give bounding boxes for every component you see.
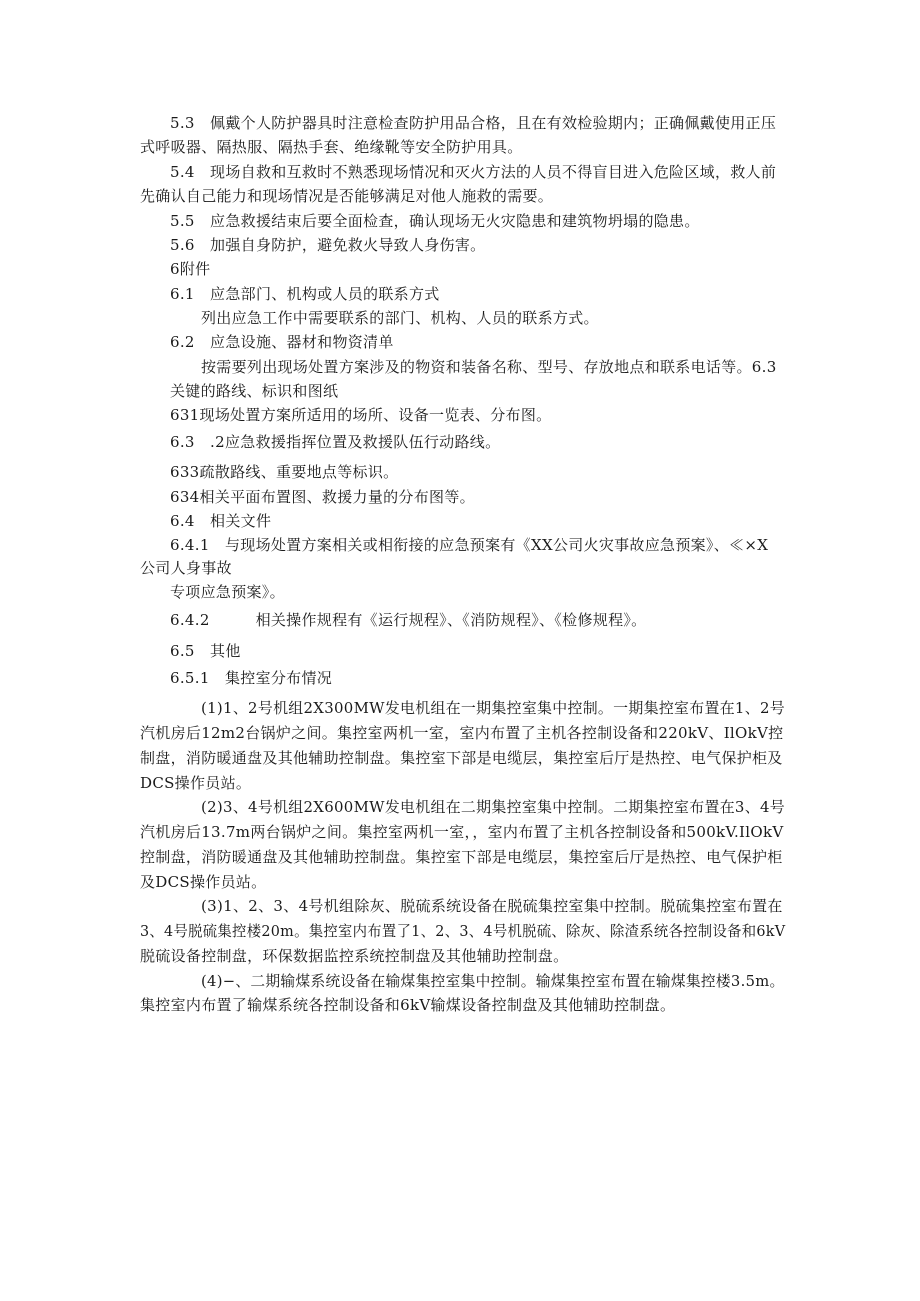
text-line: 专项应急预案》。 bbox=[170, 583, 285, 601]
text-line: 制盘，消防暖通盘及其他辅助控制盘。集控室下部是电缆层，集控室后厅是热控、电气保护柜及 bbox=[140, 749, 783, 767]
text-line: 汽机房后12m2台锅炉之间。集控室两机一室，室内布置了主机各控制设备和220kV、IlOkV控 bbox=[140, 724, 784, 742]
subsection-heading: 6.5 其他 bbox=[170, 642, 241, 660]
section-heading: 6附件 bbox=[170, 260, 211, 278]
text-line: 6.4.1 与现场处置方案相关或相衔接的应急预案有《XX公司火灾事故应急预案》、≪×X bbox=[170, 536, 769, 554]
text-line: 关键的路线、标识和图纸 bbox=[170, 382, 339, 400]
subsection-heading: 6.2 应急设施、器材和物资清单 bbox=[170, 333, 394, 351]
text-line: 式呼吸器、隔热服、隔热手套、绝缘靴等安全防护用具。 bbox=[140, 138, 523, 156]
text-line: 3、4号脱硫集控楼20m。集控室内布置了1、2、3、4号机脱硫、除灰、除渣系统各控制设备和6kV bbox=[140, 922, 786, 940]
subsection-heading: 6.1 应急部门、机构或人员的联系方式 bbox=[170, 285, 440, 303]
text-line: (4)−、二期输煤系统设备在输煤集控室集中控制。输煤集控室布置在输煤集控楼3.5m。 bbox=[201, 972, 785, 990]
text-line: 控制盘，消防暖通盘及其他辅助控制盘。集控室下部是电缆层，集控室后厅是热控、电气保护柜 bbox=[140, 848, 783, 866]
text-line: 634相关平面布置图、救援力量的分布图等。 bbox=[170, 488, 475, 506]
text-line: (2)3、4号机组2X600MW发电机组在二期集控室集中控制。二期集控室布置在3、4号 bbox=[201, 798, 785, 816]
text-line: 5.5 应急救援结束后要全面检查，确认现场无火灾隐患和建筑物坍塌的隐患。 bbox=[170, 212, 700, 230]
text-line: 先确认自己能力和现场情况是否能够满足对他人施救的需要。 bbox=[140, 187, 554, 205]
text-line: 5.6 加强自身防护，避免救火导致人身伤害。 bbox=[170, 236, 486, 254]
text-line: (1)1、2号机组2X300MW发电机组在一期集控室集中控制。一期集控室布置在1、2号 bbox=[201, 699, 785, 717]
text-line: 6.4.2 相关操作规程有《运行规程》、《消防规程》、《检修规程》。 bbox=[170, 611, 647, 629]
text-line: 633疏散路线、重要地点等标识。 bbox=[170, 463, 399, 481]
text-line: 5.3 佩戴个人防护器具时注意检查防护用品合格，且在有效检验期内；正确佩戴使用正压 bbox=[170, 114, 777, 132]
subsection-heading: 6.4 相关文件 bbox=[170, 512, 272, 530]
text-line: 公司人身事故 bbox=[140, 559, 232, 577]
text-line: 6.3 .2应急救援指挥位置及救援队伍行动路线。 bbox=[170, 433, 501, 451]
text-line: 及DCS操作员站。 bbox=[140, 873, 267, 891]
text-line: 脱硫设备控制盘，环保数据监控系统控制盘及其他辅助控制盘。 bbox=[140, 947, 569, 965]
text-line: 列出应急工作中需要联系的部门、机构、人员的联系方式。 bbox=[201, 309, 599, 327]
text-line: 按需要列出现场处置方案涉及的物资和装备名称、型号、存放地点和联系电话等。6.3 bbox=[201, 358, 777, 376]
subsection-heading: 6.5.1 集控室分布情况 bbox=[170, 669, 333, 687]
text-line: 集控室内布置了输煤系统各控制设备和6kV输煤设备控制盘及其他辅助控制盘。 bbox=[140, 996, 676, 1014]
text-line: 5.4 现场自救和互救时不熟悉现场情况和灭火方法的人员不得盲目进入危险区域，救人前 bbox=[170, 163, 777, 181]
text-line: 汽机房后13.7m两台锅炉之间。集控室两机一室，，室内布置了主机各控制设备和500kV.IlOkV bbox=[140, 823, 784, 841]
text-line: 631现场处置方案所适用的场所、设备一览表、分布图。 bbox=[170, 406, 552, 424]
text-line: (3)1、2、3、4号机组除灰、脱硫系统设备在脱硫集控室集中控制。脱硫集控室布置在 bbox=[201, 897, 783, 915]
text-line: DCS操作员站。 bbox=[140, 774, 252, 792]
